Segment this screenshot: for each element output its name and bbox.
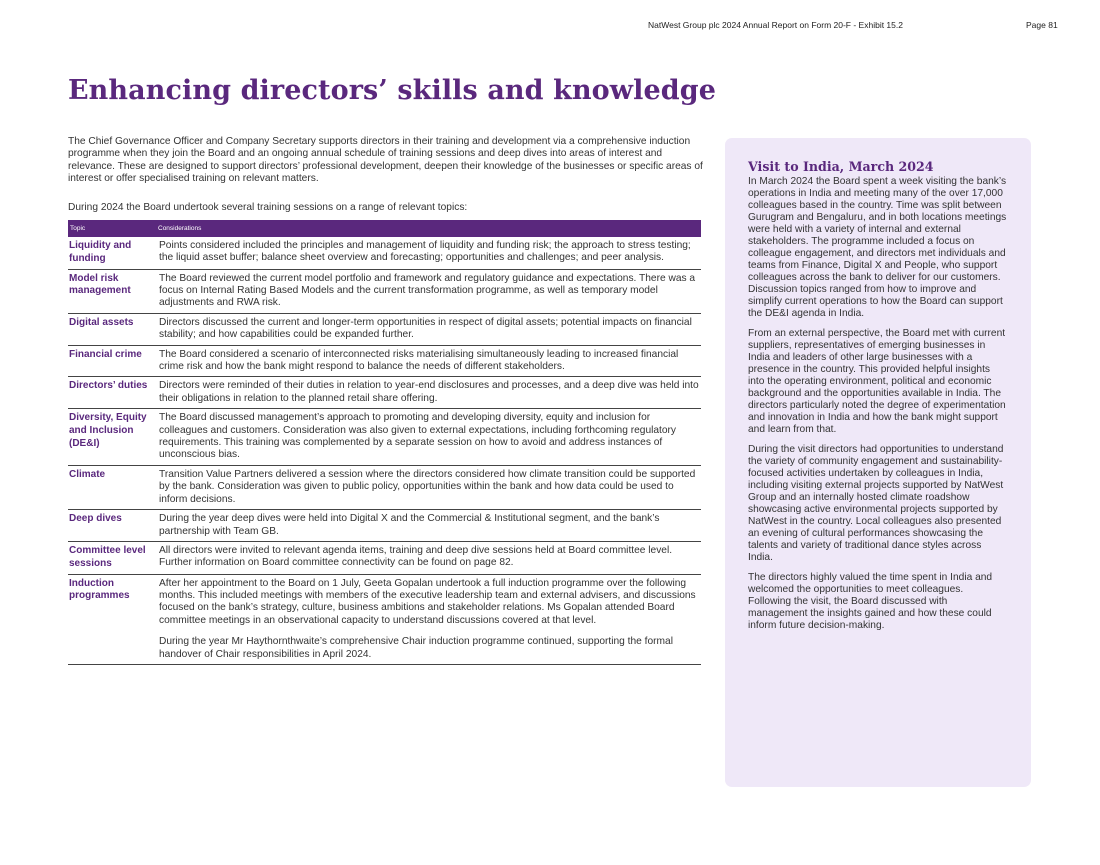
considerations-cell bbox=[159, 465, 701, 509]
table-header bbox=[68, 220, 701, 237]
table-row bbox=[68, 237, 701, 269]
page-title: Enhancing directors’ skills and knowledge bbox=[68, 75, 716, 106]
table-header-row bbox=[68, 220, 701, 237]
considerations-text: All directors were invited to relevant agenda items, training and deep dive sessions held at Board committee level. Further information on Board committee connectivity can be found on page 82. bbox=[159, 544, 673, 569]
sidebar-paragraph: From an external perspective, the Board met with current suppliers, representatives of emerging businesses in India and leaders of other large businesses with a presence in the country. This provided helpful insights into the operating environment, political and economic background and the opportunities available in India. The directors particularly noted the degree of experimentation and innovation in India and how the bank might support and learn from that. bbox=[748, 328, 1006, 435]
intro-topics-paragraph: During 2024 the Board undertook several training sessions on a range of relevant topics: bbox=[68, 202, 468, 213]
topic-cell: Induction programmes bbox=[68, 574, 159, 664]
table-row bbox=[68, 574, 701, 664]
topic-cell: Liquidity and funding bbox=[68, 237, 159, 269]
considerations-cell bbox=[159, 313, 701, 345]
topic-cell: Deep dives bbox=[68, 510, 159, 542]
india-visit-sidebar bbox=[725, 138, 1031, 787]
considerations-text: Points considered included the principles and management of liquidity and funding risk; the approach to stress testing; the liquid asset buffer; balance sheet overview and forecasting; opportunities and challenges; and peer analysis. bbox=[159, 240, 691, 264]
considerations-text: During the year Mr Haythornthwaite’s comprehensive Chair induction programme continued, supporting the formal handover of Chair responsibilities in April 2024. bbox=[159, 636, 673, 660]
considerations-text: Directors were reminded of their duties in relation to year-end disclosures and processes, and a deep dive was held into their obligations in relation to the planned retail share offering. bbox=[159, 380, 699, 404]
topic-cell: Committee level sessions bbox=[68, 541, 159, 574]
topic-cell: Model risk management bbox=[68, 269, 159, 313]
document-header: NatWest Group plc 2024 Annual Report on Form 20-F - Exhibit 15.2 bbox=[648, 20, 903, 30]
considerations-cell bbox=[159, 237, 701, 269]
intro-paragraph: The Chief Governance Officer and Company Secretary supports directors in their training and development via a comprehensive induction programme when they join the Board and an ongoing annual schedule of training sessions and deep dives into areas of interest and relevance. These are designed to support directors’ professional development, deepen their knowledge of the businesses or specific areas of interest or offer specialised training on relevant matters. bbox=[68, 136, 703, 185]
sidebar-paragraph: The directors highly valued the time spent in India and welcomed the opportunities to meet colleagues. Following the visit, the Board discussed with management the insights gained and how these could inform future decision-making. bbox=[748, 572, 993, 631]
considerations-text: Directors discussed the current and longer-term opportunities in respect of digital assets; potential impacts on financial stability; and how capabilities could be expanded further. bbox=[159, 316, 692, 341]
topic-cell: Diversity, Equity and Inclusion (DE&I) bbox=[68, 409, 159, 466]
table-row bbox=[68, 313, 701, 345]
topic-cell: Digital assets bbox=[68, 313, 159, 345]
considerations-cell bbox=[159, 574, 701, 664]
sidebar-paragraph: In March 2024 the Board spent a week visiting the bank’s operations in India and meeting many of the over 17,000 colleagues based in the country. Time was split between Gurugram and Bengaluru, and in both locations meetings were held with a variety of internal and external stakeholders. The programme included a focus on colleague engagement, and directors met individuals and teams from Finance, Digital X and People, who support colleagues across the bank to deliver for our customers. Discussion topics ranged from how to improve and simplify current operations to how the Board can support the DE&I agenda in India. bbox=[748, 176, 1007, 319]
sidebar-title: Visit to India, March 2024 bbox=[748, 159, 934, 174]
table-body bbox=[68, 237, 701, 664]
considerations-text: During the year deep dives were held into Digital X and the Commercial & Institutional segment, and the bank’s partnership with Team GB. bbox=[159, 513, 660, 537]
considerations-text: The Board reviewed the current model portfolio and framework and regulatory guidance and expectations. There was a focus on Internal Rating Based Models and the current transformation programme, as well as temporary model adjustments and RWA risk. bbox=[159, 272, 696, 309]
considerations-text: After her appointment to the Board on 1 July, Geeta Gopalan undertook a full induction programme over the following months. This included meetings with members of the executive leadership team and external advisers, and discussions focused on the bank’s strategy, culture, business ambitions and stakeholder relations. Ms Gopalan attended Board committee meetings in an observational capacity to understand discussions covered at that level. bbox=[159, 577, 696, 626]
header-topic: Topic bbox=[70, 225, 86, 232]
training-topics-table bbox=[68, 220, 701, 665]
considerations-cell bbox=[159, 541, 701, 574]
considerations-text: The Board discussed management’s approach to promoting and developing diversity, equity and inclusion for colleagues and customers. Consideration was also given to external expectations, including forthcoming regulatory requirements. This training was complemented by a separate session on how to avoid and address instances of unconscious bias. bbox=[159, 412, 677, 461]
considerations-text: Transition Value Partners delivered a session where the directors considered how climate transition could be supported by the bank. Consideration was given to public policy, opportunities within the bank and how data could be used to inform decisions. bbox=[159, 468, 696, 505]
topic-cell: Climate bbox=[68, 465, 159, 509]
topic-cell: Directors’ duties bbox=[68, 377, 159, 409]
table-row bbox=[68, 269, 701, 313]
sidebar-paragraph: During the visit directors had opportunities to understand the variety of community engagement and sustainability-focused activities undertaken by colleagues in India, including visiting external projects supported by NatWest Group and an internally hosted climate roadshow showcasing active environmental projects supported by NatWest in the country. Local colleagues also presented an evening of cultural performances showcasing the talents and variety of traditional dance styles across India. bbox=[748, 444, 1004, 563]
considerations-cell bbox=[159, 269, 701, 313]
table-row bbox=[68, 541, 701, 574]
header-considerations: Considerations bbox=[158, 225, 202, 232]
table-row bbox=[68, 345, 701, 377]
table-row bbox=[68, 510, 701, 542]
considerations-cell bbox=[159, 345, 701, 377]
topic-cell: Financial crime bbox=[68, 345, 159, 377]
table-row bbox=[68, 409, 701, 466]
considerations-cell bbox=[159, 409, 701, 466]
considerations-cell bbox=[159, 377, 701, 409]
considerations-cell bbox=[159, 510, 701, 542]
considerations-text: The Board considered a scenario of interconnected risks materialising simultaneously leading to increased financial crime risk and how the bank might respond to balance the needs of different stakeholders. bbox=[159, 348, 679, 373]
page-number: Page 81 bbox=[1026, 20, 1058, 30]
table-row bbox=[68, 465, 701, 509]
table-row bbox=[68, 377, 701, 409]
